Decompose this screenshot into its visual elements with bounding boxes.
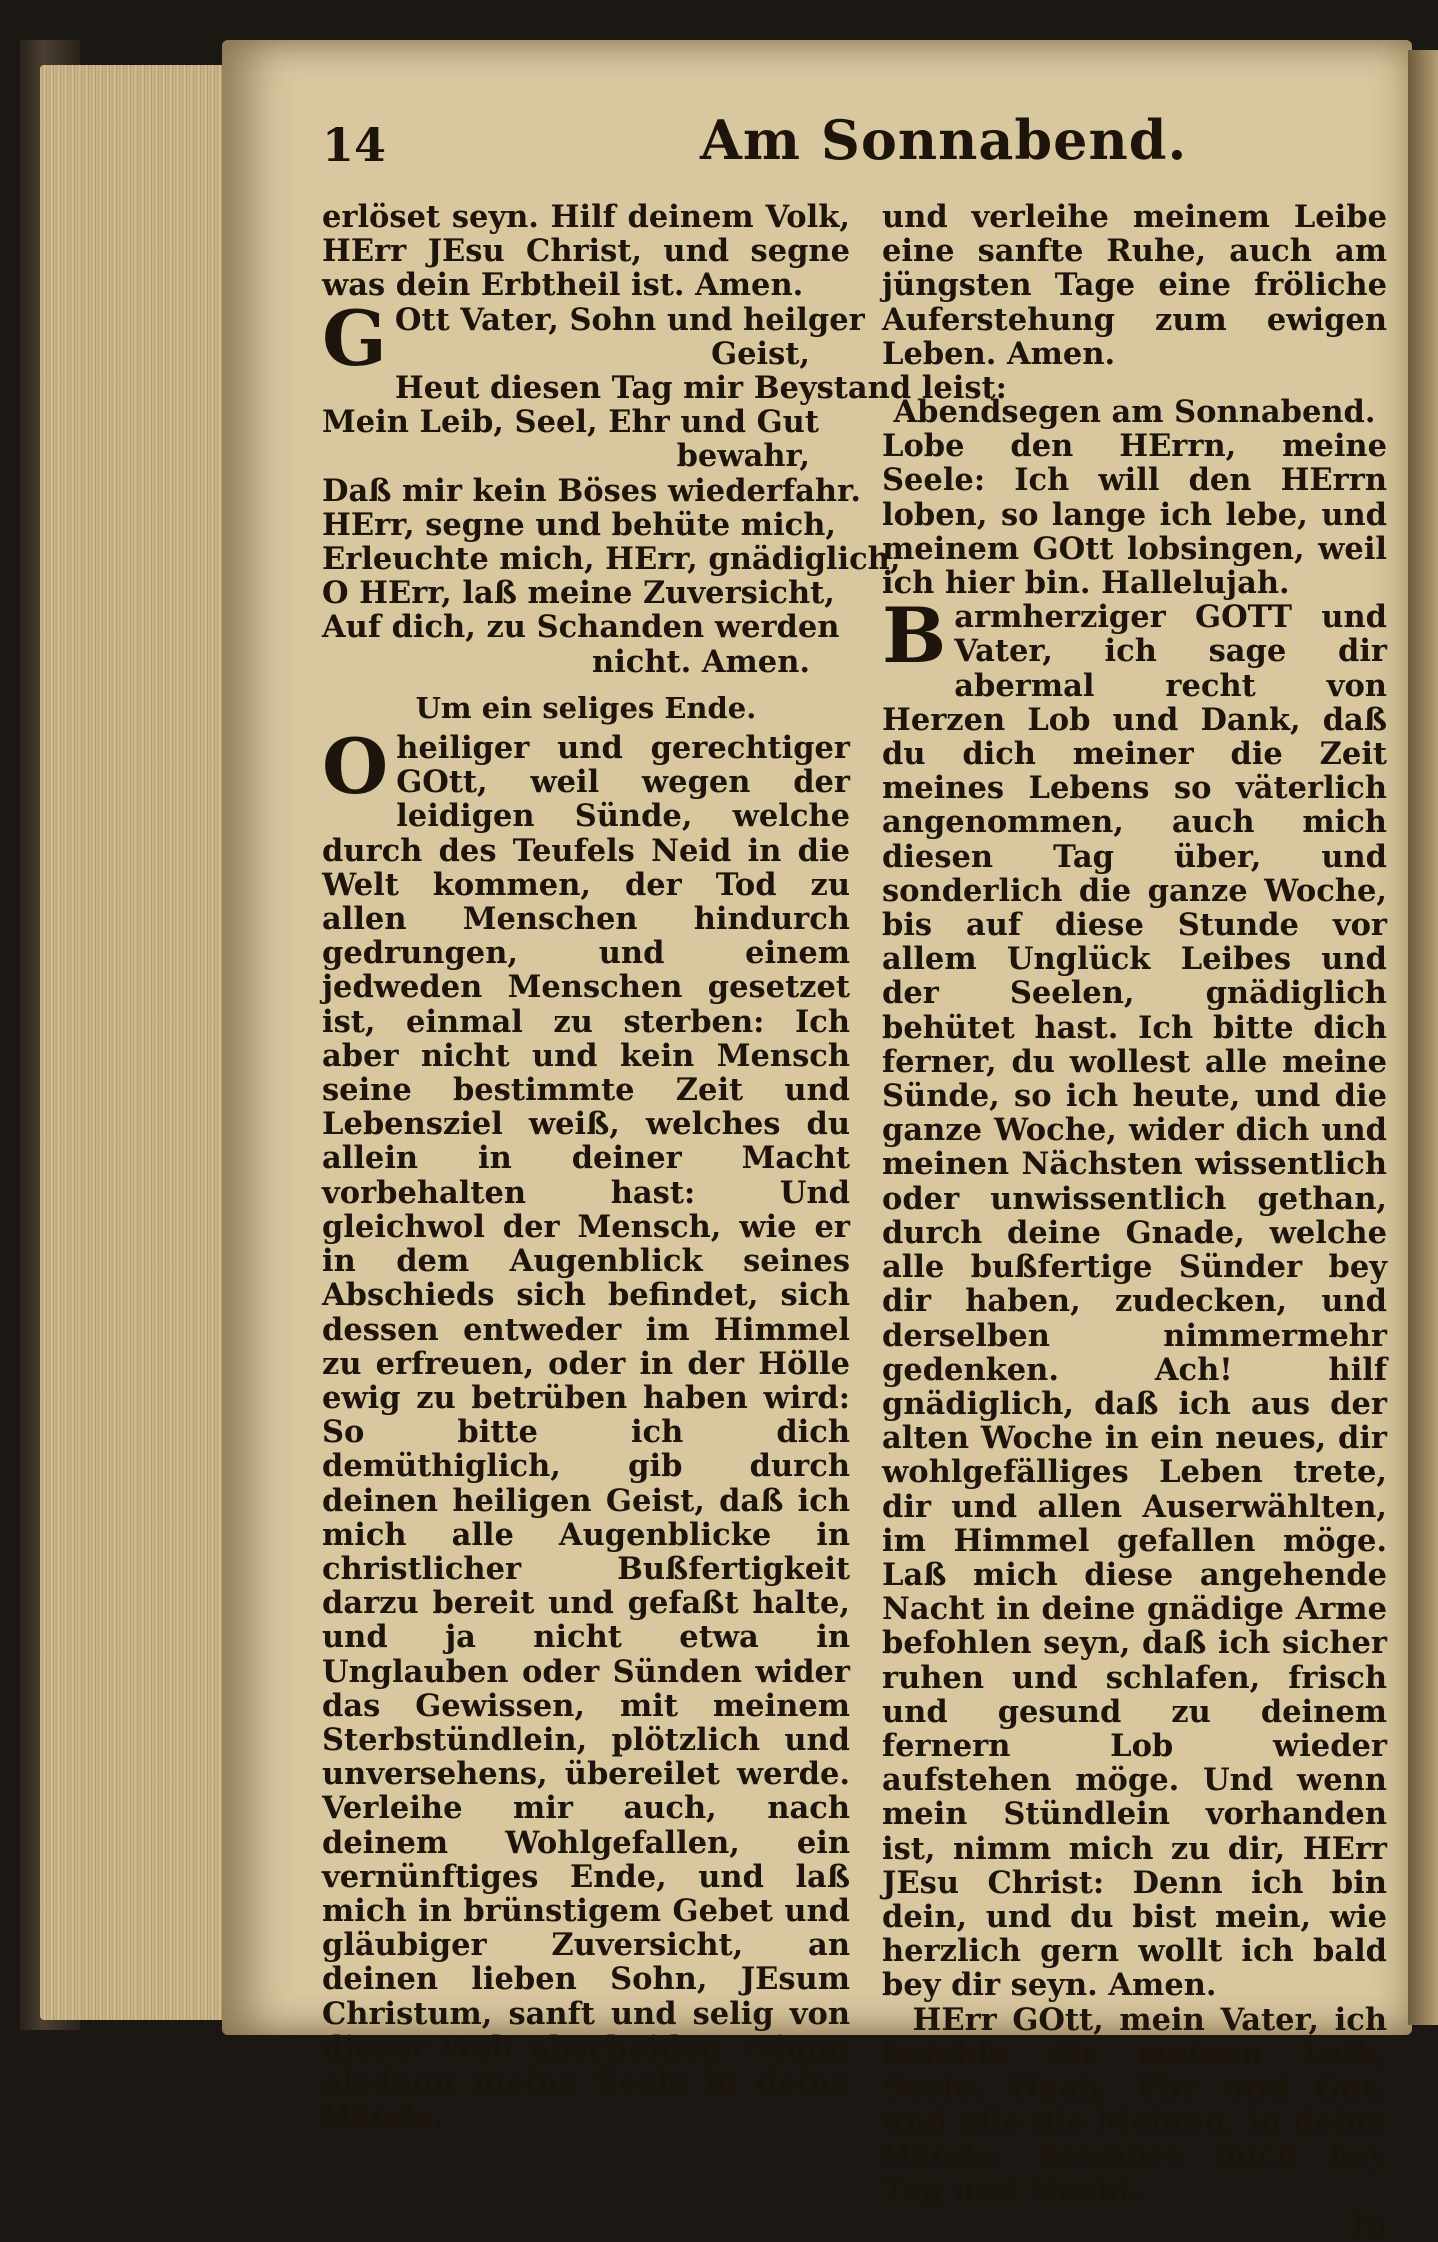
prayer-seliges-ende — [322, 722, 850, 2135]
prayer-dropcap: B — [882, 591, 947, 681]
prayer-text: armherziger GOTT und Vater, ich sage dir abermal recht von Herzen Lob und Dank, daß du dich meiner die Zeit meines Lebens so väterlich angenommen, auch mich diesen Tag über, und sonderlich die ganze Woche, bis auf diese Stunde vor allem Unglück Leibes und der Seelen, gnädiglich behütet hast. Ich bitte dich ferner, du wollest alle meine Sünde, so ich heute, und die ganze Woche, wider dich und meinen Nächsten wissentlich oder unwissentlich gethan, durch deine Gnade, welche alle bußfertige Sünder bey dir haben, zudecken, und derselben nimmermehr gedenken. Ach! hilf gnädiglich, daß ich aus der alten Woche in ein neues, dir wohlgefälliges Leben trete, dir und allen Auserwählten, im Himmel gefallen möge. Laß mich diese angehende Nacht in deine gnädige Arme befohlen seyn, daß ich sicher ruhen und schlafen, frisch und gesund zu deinem fernern Lob wieder aufstehen möge. Und wenn mein Stündlein vorhanden ist, nimm mich zu dir, HErr JEsu Christ: Denn ich bin dein, und du bist mein, wie herzlich gern wollt ich bald bey dir seyn. Amen. — [882, 599, 1387, 2004]
hymn-line: Daß mir kein Böses wiederfahr. — [322, 472, 861, 509]
prayer-dropcap: O — [322, 722, 389, 812]
page-number: 14 — [322, 118, 387, 172]
right-paragraph-1: und verleihe meinem Leibe eine sanfte Ruhe, auch am jüngsten Tage eine fröliche Auferstehung zum ewigen Leben. Amen. — [882, 199, 1387, 372]
right-paragraph-last: HErr GOtt, mein Vater, ich befehle dir meinen Leib, Seele, Haab, Ehr und Gut, und alle die Meinen, in deine Hände: Bewahre mich bey Tag und Nacht. — [882, 2001, 1387, 2209]
right-column — [882, 200, 1387, 2242]
prayer-abendsegen — [882, 591, 1387, 2004]
hymn-line: Auf dich, zu Schanden werden — [322, 609, 840, 646]
hymn-line: Ott Vater, Sohn und heilger — [394, 301, 865, 338]
hymn-line: nicht. Amen. — [592, 643, 810, 680]
catchword: In — [1351, 2206, 1387, 2242]
facing-page-edge — [1408, 50, 1438, 2025]
hymn-dropcap: G — [322, 293, 387, 383]
prayer-text: heiliger und gerechtiger GOtt, weil wegen der leidigen Sünde, welche durch des Teufels Neid in die Welt kommen, der Tod zu allen Menschen hindurch gedrungen, und einem jedweden Menschen gesetzet ist, einmal zu sterben: Ich aber nicht und kein Mensch seine bestimmte Zeit und Lebensziel weiß, welches du allein in deiner Macht vorbehalten hast: Und gleichwol der Mensch, wie er in dem Augenblick seines Abschieds sich befindet, sich dessen entweder im Himmel zu erfreuen, oder in der Hölle ewig zu betrüben haben wird: So bitte ich dich demüthiglich, gib durch deinen heiligen Geist, daß ich mich alle Augenblicke in christlicher Bußfertigkeit darzu bereit und gefaßt halte, und ja nicht etwa in Unglauben oder Sünden wider das Gewissen, mit meinem Sterbstündlein, plötzlich und unversehens, übereilet werde. Verleihe mir auch, nach deinem Wohlgefallen, ein vernünftiges Ende, und laß mich in brünstigem Gebet und gläubiger Zuversicht, an deinen lieben Sohn, JEsum Christum, sanft und selig von dieser Welt abscheiden. Nimm alsdenn meine Seele in deine Hände, — [322, 730, 850, 2135]
hymn-line: Erleuchte mich, HErr, gnädiglich, — [322, 541, 901, 578]
running-head: Am Sonnabend. — [700, 108, 1188, 172]
section-title-seliges-ende: Um ein seliges Ende. — [415, 690, 757, 725]
psalm-verse: Lobe den HErrn, meine Seele: Ich will den HErrn loben, so lange ich lebe, und meinem GOtt lobsingen, weil ich hier bin. Hallelujah. — [882, 428, 1387, 602]
hymn-line: Mein Leib, Seel, Ehr und Gut — [322, 404, 819, 441]
section-title-abendsegen: Abendsegen am Sonnabend. — [893, 394, 1376, 431]
hymn-line: O HErr, laß meine Zuversicht, — [322, 575, 835, 612]
hymn-line: bewahr, — [676, 438, 810, 475]
hymn-line: Geist, — [711, 335, 810, 372]
hymn-line: Heut diesen Tag mir Beystand leist: — [394, 370, 1007, 407]
hymn — [322, 293, 1007, 680]
left-column — [322, 199, 1007, 2135]
page-edges — [40, 65, 250, 2020]
left-paragraph-1: erlöset seyn. Hilf deinem Volk, HErr JEsu Christ, und segne was dein Erbtheil ist. Amen. — [322, 199, 850, 304]
hymn-line: HErr, segne und behüte mich, — [322, 506, 837, 543]
